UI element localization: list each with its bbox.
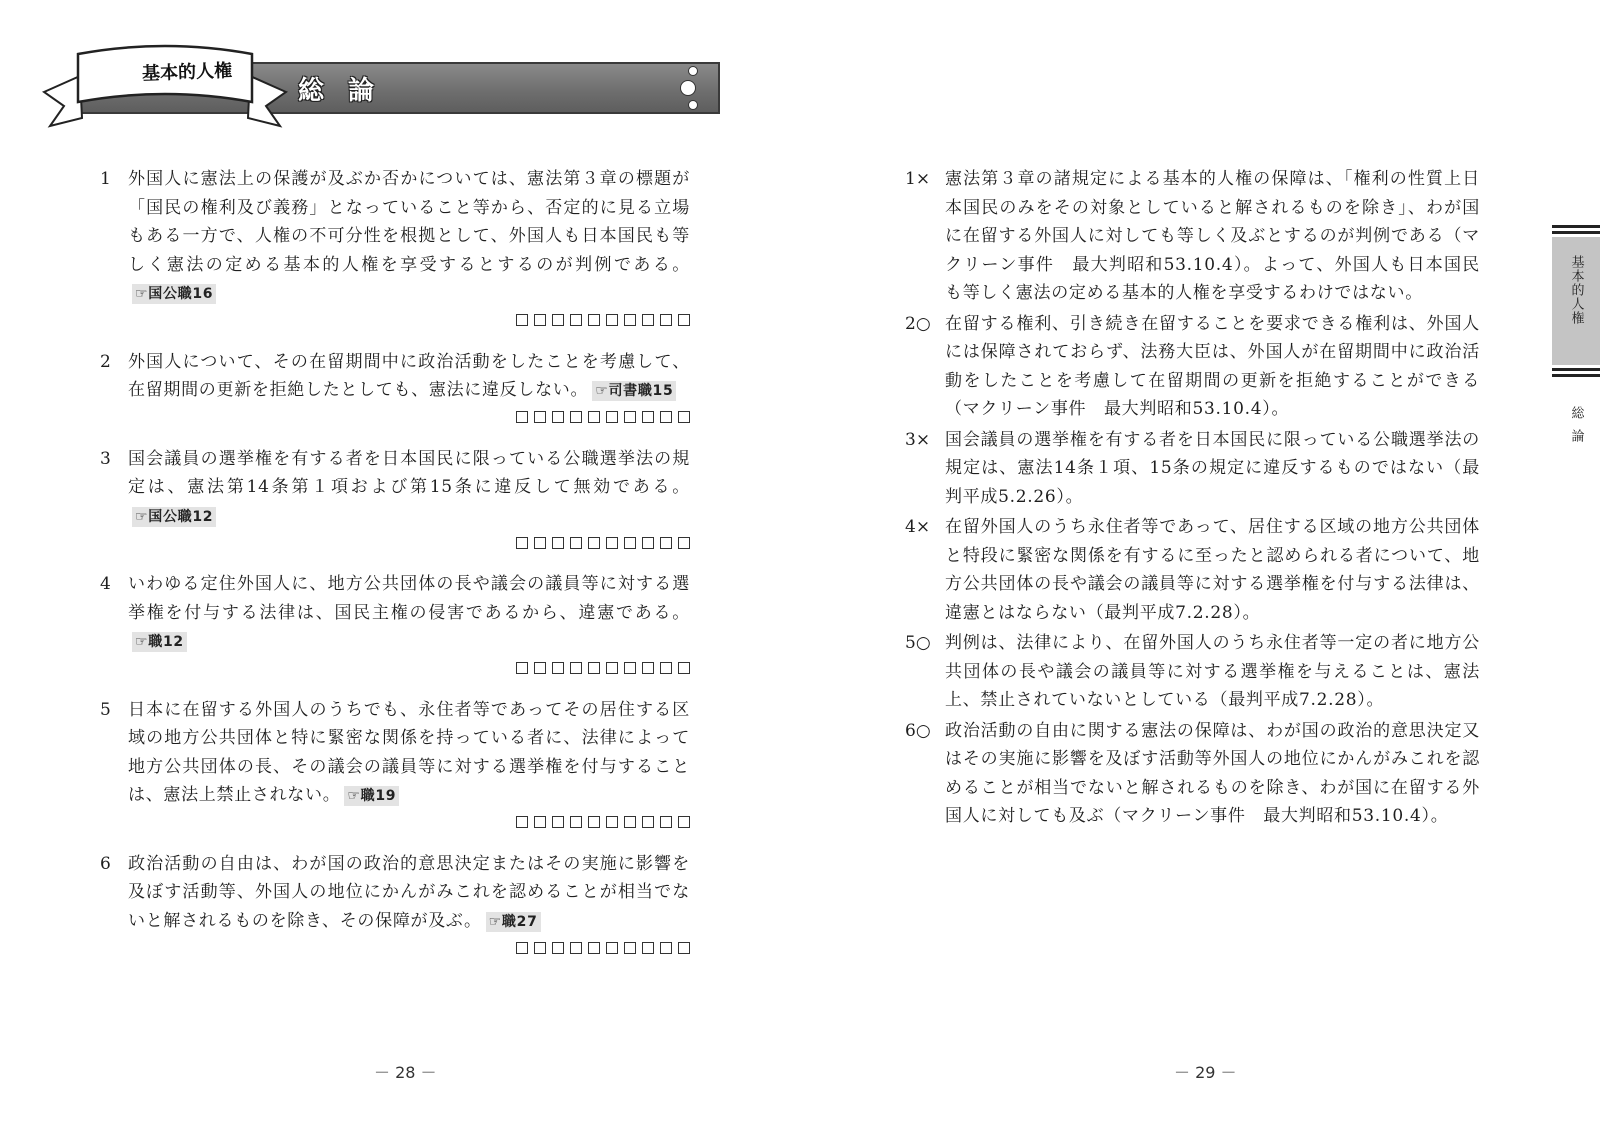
review-checkbox[interactable] [588,411,600,423]
review-checkbox[interactable] [624,662,636,674]
question-number: 4 [100,574,111,594]
review-checkbox[interactable] [552,411,564,423]
review-checkbox[interactable] [588,816,600,828]
review-checkbox[interactable] [642,942,654,954]
tab-divider [1552,225,1600,228]
answer-column [905,165,1505,833]
question-item [100,348,700,435]
answer-item [905,310,1505,424]
review-checkbox[interactable] [552,662,564,674]
review-checkbox[interactable] [624,314,636,326]
tab-section-label: 総論 [1568,406,1584,452]
answer-text: 政治活動の自由に関する憲法の保障は、わが国の政治的意思決定又はその実施に影響を及ぼす活動等外国人の地位にかんがみこれを認めることが相当でないと解されるものを除き、わが国に在留する外国人に対しても及ぶ（マクリーン事件 最大判昭和53.10.4）。 [945,720,1480,826]
review-checkbox[interactable] [660,411,672,423]
review-checkbox[interactable] [624,411,636,423]
tab-chapter-label: 基本的人権 [1568,255,1584,325]
question-number: 3 [100,448,111,469]
tab-divider [1552,231,1600,234]
question-item [100,570,700,686]
question-column [100,165,700,975]
reference-tag: ☞国公職16 [132,284,216,304]
chapter-header [40,44,730,144]
review-checkbox[interactable] [516,816,528,828]
review-checkbox[interactable] [660,537,672,549]
page-number-left: － 28 － [374,1063,437,1082]
question-text: いわゆる定住外国人に、地方公共団体の長や議会の議員等に対する選挙権を付与する法律は、国民主権の侵害であるから、違憲である。☞職12 [128,574,690,650]
review-checkboxes [100,812,690,840]
review-checkbox[interactable] [678,816,690,828]
review-checkbox[interactable] [534,942,546,954]
review-checkbox[interactable] [570,314,582,326]
question-number: 1 [100,169,111,189]
answer-item [905,513,1505,627]
review-checkbox[interactable] [660,314,672,326]
review-checkbox[interactable] [534,537,546,549]
review-checkbox[interactable] [606,816,618,828]
question-item [100,445,700,561]
review-checkbox[interactable] [588,537,600,549]
review-checkbox[interactable] [660,662,672,674]
section-title: 総論 [298,76,399,106]
review-checkbox[interactable] [624,942,636,954]
answer-number: 4× [905,517,931,537]
answer-number: 2○ [905,313,931,334]
reference-tag: ☞司書職15 [592,381,676,401]
answer-text: 国会議員の選挙権を有する者を日本国民に限っている公職選挙法の規定は、憲法14条１項、15条の規定に違反するものではない（最判平成5.2.26）。 [945,429,1480,507]
review-checkboxes [100,658,690,686]
reference-tag: ☞職27 [486,912,541,932]
review-checkbox[interactable] [606,314,618,326]
review-checkbox[interactable] [516,942,528,954]
question-number: 2 [100,351,111,372]
review-checkbox[interactable] [678,314,690,326]
answer-number: 1× [905,169,931,189]
review-checkbox[interactable] [570,816,582,828]
review-checkboxes [100,532,690,560]
review-checkbox[interactable] [606,662,618,674]
answer-text: 判例は、法律により、在留外国人のうち永住者等一定の者に地方公共団体の長や議会の議員等に対する選挙権を与えることは、憲法上、禁止されていないとしている（最判平成7.2.28）。 [945,633,1480,710]
chapter-label: 基本的人権 [141,60,233,85]
answer-item [905,426,1505,512]
header-dot-icon [688,100,698,110]
review-checkboxes [100,407,690,435]
tab-divider [1552,374,1600,377]
review-checkbox[interactable] [516,662,528,674]
question-item [100,696,700,840]
answer-text: 憲法第３章の諸規定による基本的人権の保障は、「権利の性質上日本国民のみをその対象としていると解されるものを除き」、わが国に在留する外国人に対しても等しく及ぶとするのが判例である（マクリーン事件 最大判昭和53.10.4）。よって、外国人も日本国民も等しく憲法の定める基本的人権を享受するわけではない。 [945,169,1480,303]
review-checkbox[interactable] [642,314,654,326]
review-checkbox[interactable] [570,942,582,954]
tab-divider [1552,368,1600,371]
review-checkbox[interactable] [534,314,546,326]
review-checkbox[interactable] [534,816,546,828]
header-dot-icon [680,80,696,96]
review-checkboxes [100,937,690,965]
reference-tag: ☞国公職12 [132,507,216,527]
question-item [100,850,700,966]
review-checkbox[interactable] [534,662,546,674]
answer-item [905,165,1505,308]
review-checkbox[interactable] [606,942,618,954]
review-checkbox[interactable] [624,816,636,828]
review-checkbox[interactable] [660,942,672,954]
review-checkbox[interactable] [606,411,618,423]
review-checkbox[interactable] [642,816,654,828]
page-number-right: － 29 － [1174,1063,1237,1082]
answer-text: 在留する権利、引き続き在留することを要求できる権利は、外国人には保障されておらず、法務大臣は、外国人が在留期間中に政治活動をしたことを考慮して在留期間の更新を拒絶することができる（マクリーン事件 最大判昭和53.10.4）。 [945,313,1480,419]
review-checkbox[interactable] [588,662,600,674]
header-dot-icon [688,66,698,76]
review-checkbox[interactable] [534,411,546,423]
review-checkbox[interactable] [642,662,654,674]
review-checkbox[interactable] [570,411,582,423]
question-text: 政治活動の自由は、わが国の政治的意思決定またはその実施に影響を及ぼす活動等、外国人の地位にかんがみこれを認めることが相当でないと解されるものを除き、その保障が及ぶ。 ☞職27 [128,853,690,931]
answer-item [905,629,1505,715]
review-checkbox[interactable] [642,411,654,423]
review-checkbox[interactable] [552,942,564,954]
question-text: 日本に在留する外国人のうちでも、永住者等であってその居住する区域の地方公共団体と特に緊密な関係を持っている者に、法律によって地方公共団体の長、その議会の議員等に対する選挙権を付与することは、憲法上禁止されない。 ☞職19 [128,699,690,805]
review-checkbox[interactable] [678,411,690,423]
question-item [100,165,700,338]
answer-item [905,717,1505,831]
review-checkbox[interactable] [588,942,600,954]
chapter-side-tab [1552,225,1600,452]
review-checkbox[interactable] [588,314,600,326]
tab-chapter-box [1552,237,1600,365]
review-checkbox[interactable] [642,537,654,549]
review-checkbox[interactable] [678,662,690,674]
review-checkbox[interactable] [678,942,690,954]
review-checkbox[interactable] [552,816,564,828]
answer-text: 在留外国人のうち永住者等であって、居住する区域の地方公共団体と特段に緊密な関係を有するに至ったと認められる者について、地方公共団体の長や議会の議員等に対する選挙権を付与する法律は、違憲とはならない（最判平成7.2.28）。 [945,517,1480,623]
review-checkbox[interactable] [516,411,528,423]
review-checkbox[interactable] [570,537,582,549]
review-checkbox[interactable] [516,537,528,549]
review-checkbox[interactable] [552,537,564,549]
review-checkbox[interactable] [516,314,528,326]
question-text: 外国人について、その在留期間中に政治活動をしたことを考慮して、在留期間の更新を拒絶したとしても、憲法に違反しない。 ☞司書職15 [128,351,690,400]
question-number: 5 [100,699,111,720]
question-number: 6 [100,853,111,874]
question-text: 国会議員の選挙権を有する者を日本国民に限っている公職選挙法の規定は、憲法第14条第１項および第15条に違反して無効である。☞国公職12 [128,448,690,525]
review-checkbox[interactable] [552,314,564,326]
answer-number: 5○ [905,633,931,653]
review-checkbox[interactable] [606,537,618,549]
review-checkbox[interactable] [624,537,636,549]
answer-number: 6○ [905,720,931,741]
reference-tag: ☞職19 [344,786,399,806]
review-checkbox[interactable] [660,816,672,828]
review-checkboxes [100,310,690,338]
answer-number: 3× [905,429,931,450]
review-checkbox[interactable] [570,662,582,674]
review-checkbox[interactable] [678,537,690,549]
question-text: 外国人に憲法上の保護が及ぶか否かについては、憲法第３章の標題が「国民の権利及び義務」となっていること等から、否定的に見る立場もある一方で、人権の不可分性を根拠として、外国人も日本国民も等しく憲法の定める基本的人権を享受するとするのが判例である。☞国公職16 [128,169,690,302]
reference-tag: ☞職12 [132,632,187,652]
